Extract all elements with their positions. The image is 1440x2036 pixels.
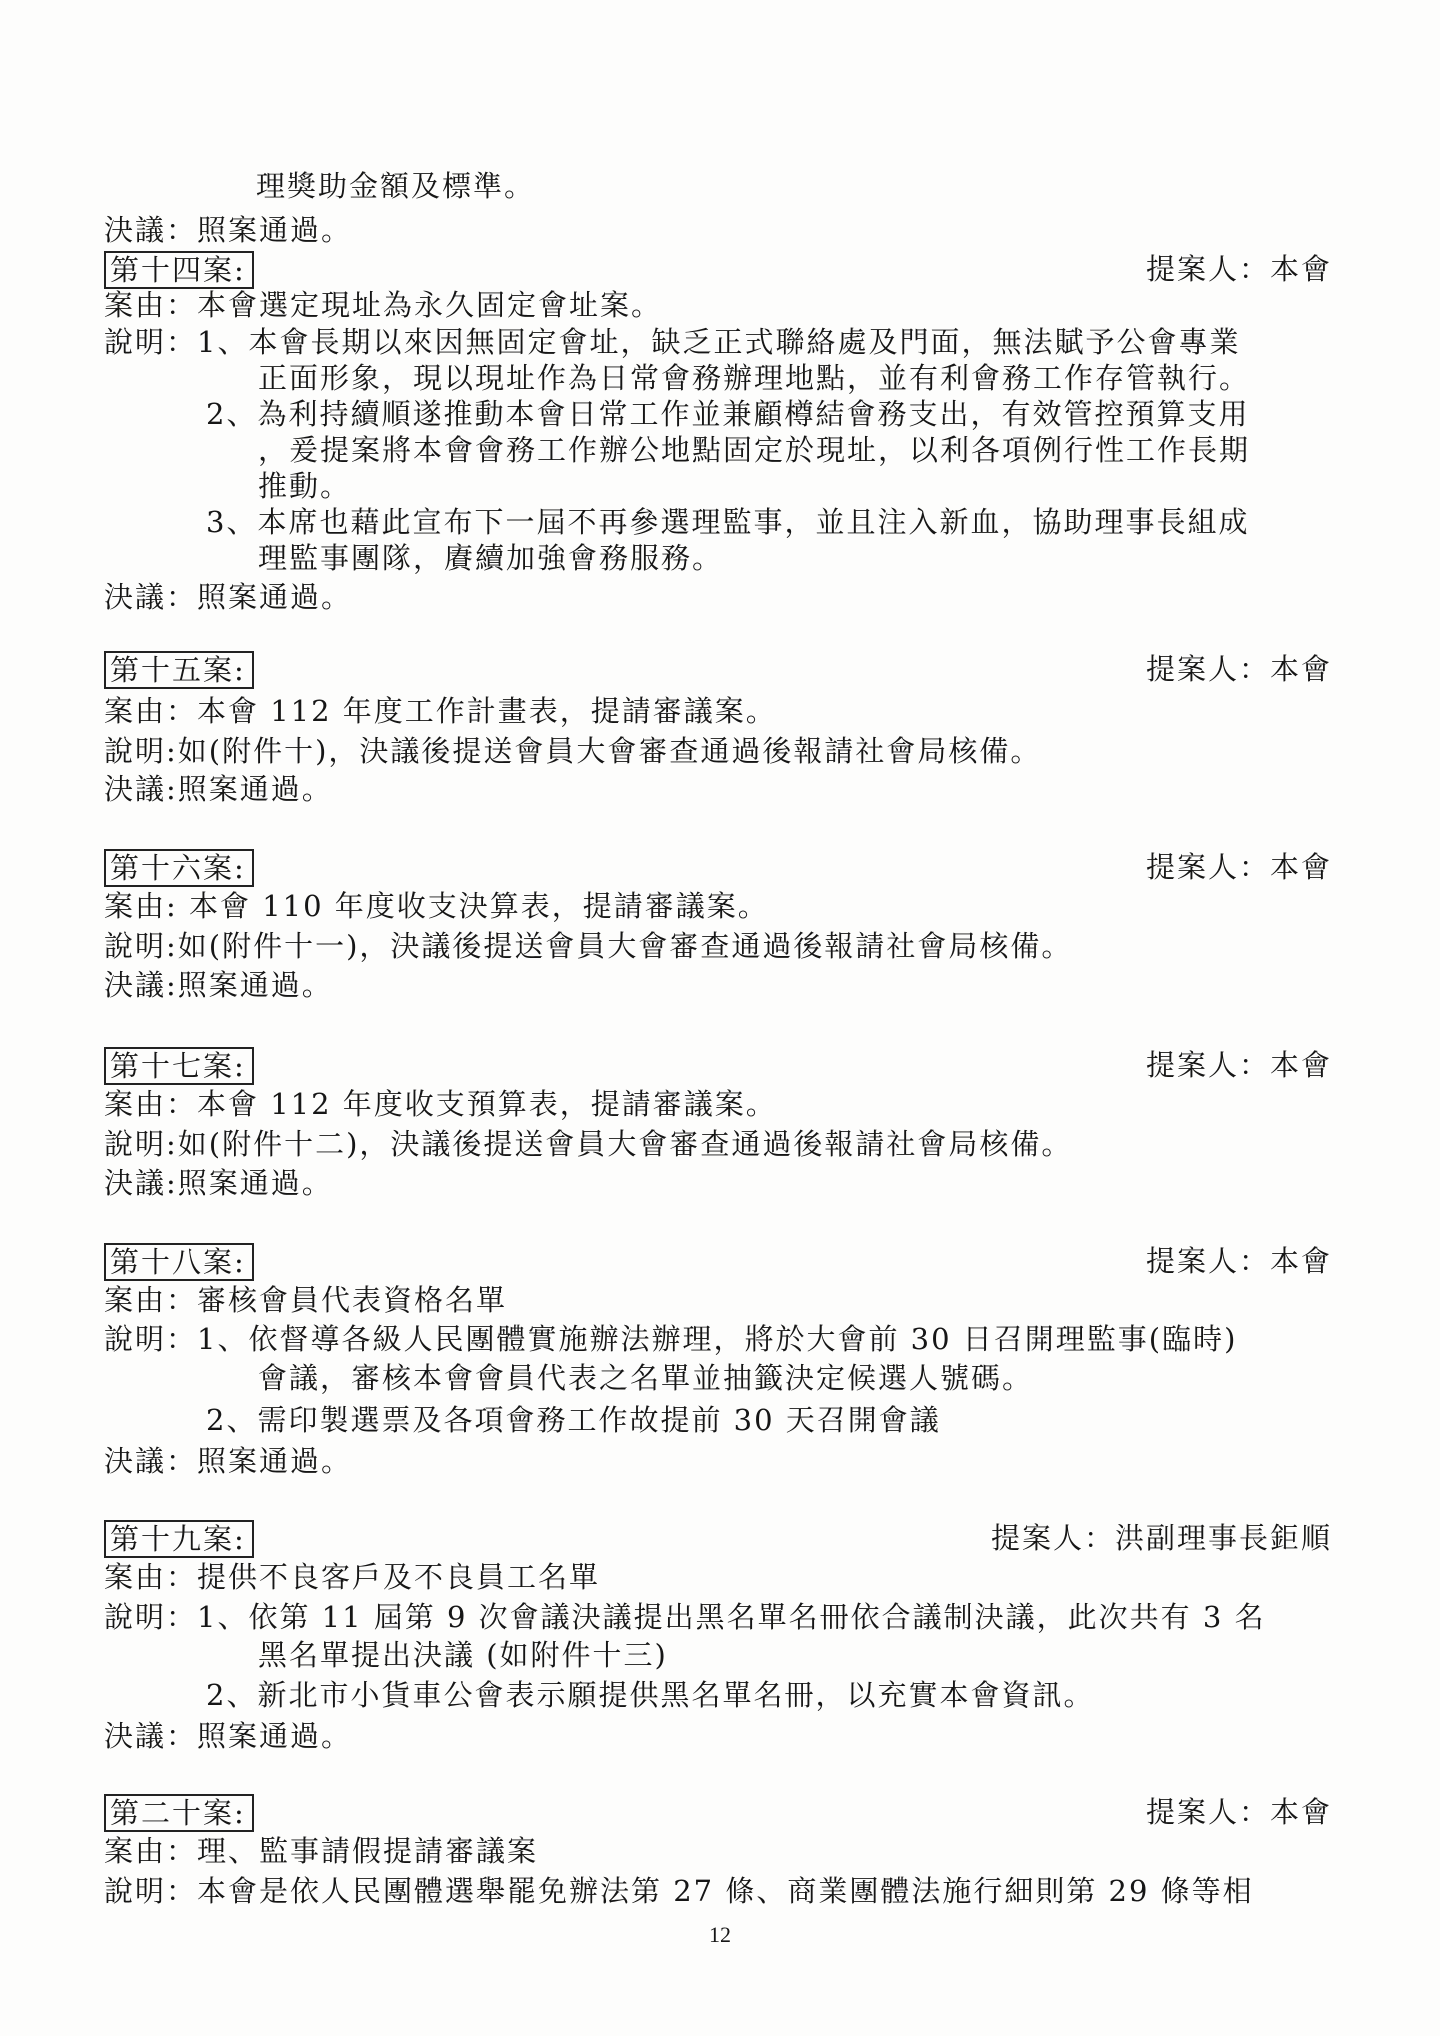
case-label-box: 第十八案: — [104, 1243, 254, 1281]
explanation-line: 黑名單提出決議 (如附件十三) — [258, 1638, 668, 1672]
proposer-line: 提案人：本會 — [1145, 1244, 1332, 1278]
explanation-line: ，爰提案將本會會務工作辦公地點固定於現址，以利各項例行性工作長期 — [258, 433, 1251, 467]
reason-line: 案由：本會 112 年度工作計畫表，提請審議案。 — [104, 694, 777, 728]
explanation-line: 說明:如(附件十)，決議後提送會員大會審查通過後報請社會局核備。 — [104, 734, 1042, 768]
explanation-line: 2、新北市小貨車公會表示願提供黑名單名冊，以充實本會資訊。 — [206, 1678, 1095, 1712]
case-label-box: 第十九案: — [104, 1520, 254, 1558]
explanation-line: 會議，審核本會會員代表之名單並抽籤決定候選人號碼。 — [258, 1361, 1034, 1395]
resolution-line: 決議：照案通過。 — [104, 1719, 353, 1753]
explanation-line: 3、本席也藉此宣布下一屆不再參選理監事，並且注入新血，協助理事長組成 — [206, 505, 1250, 539]
resolution-line: 決議：照案通過。 — [104, 213, 353, 247]
case-label-box: 第十五案: — [104, 651, 254, 689]
continuation-line: 理獎助金額及標準。 — [256, 169, 536, 203]
resolution-line: 決議:照案通過。 — [104, 1166, 333, 1200]
proposer-line: 提案人：本會 — [1145, 1048, 1332, 1082]
proposer-line: 提案人：本會 — [1145, 252, 1332, 286]
reason-line: 案由：本會 112 年度收支預算表，提請審議案。 — [104, 1087, 777, 1121]
reason-line: 案由：審核會員代表資格名單 — [104, 1283, 508, 1317]
explanation-line: 2、為利持續順遂推動本會日常工作並兼顧樽結會務支出，有效管控預算支用 — [206, 397, 1250, 431]
explanation-line: 2、需印製選票及各項會務工作故提前 30 天召開會議 — [206, 1403, 941, 1437]
explanation-line: 推動。 — [258, 469, 352, 503]
explanation-line: 理監事團隊，賡續加強會務服務。 — [258, 541, 724, 575]
case-label-box: 第十四案: — [104, 251, 254, 289]
resolution-line: 決議:照案通過。 — [104, 772, 333, 806]
reason-line: 案由：提供不良客戶及不良員工名單 — [104, 1560, 601, 1594]
resolution-line: 決議：照案通過。 — [104, 1444, 353, 1478]
explanation-line: 說明：本會是依人民團體選舉罷免辦法第 27 條、商業團體法施行細則第 29 條等相 — [104, 1874, 1254, 1908]
reason-line: 案由: 本會 110 年度收支決算表，提請審議案。 — [104, 889, 769, 923]
case-label-box: 第十七案: — [104, 1047, 254, 1085]
explanation-line: 說明:如(附件十二)，決議後提送會員大會審查通過後報請社會局核備。 — [104, 1127, 1073, 1161]
explanation-line: 說明:如(附件十一)，決議後提送會員大會審查通過後報請社會局核備。 — [104, 929, 1073, 963]
case-label-box: 第二十案: — [104, 1794, 254, 1832]
reason-line: 案由：本會選定現址為永久固定會址案。 — [104, 288, 663, 322]
explanation-line: 說明：1、依第 11 屆第 9 次會議決議提出黑名單名冊依合議制決議，此次共有 3 名 — [104, 1600, 1266, 1634]
reason-line: 案由：理、監事請假提請審議案 — [104, 1834, 539, 1868]
page-number: 12 — [709, 1922, 731, 1947]
explanation-line: 說明：1、本會長期以來因無固定會址，缺乏正式聯絡處及門面，無法賦予公會專業 — [104, 325, 1241, 359]
resolution-line: 決議:照案通過。 — [104, 968, 333, 1002]
explanation-line: 正面形象，現以現址作為日常會務辦理地點，並有利會務工作存管執行。 — [258, 361, 1251, 395]
proposer-line: 提案人：本會 — [1145, 850, 1332, 884]
resolution-line: 決議：照案通過。 — [104, 580, 353, 614]
proposer-line: 提案人：本會 — [1145, 1795, 1332, 1829]
explanation-line: 說明：1、依督導各級人民團體實施辦法辦理，將於大會前 30 日召開理監事(臨時) — [104, 1322, 1238, 1356]
proposer-line: 提案人：本會 — [1145, 652, 1332, 686]
case-label-box: 第十六案: — [104, 849, 254, 887]
proposer-line: 提案人：洪副理事長鉅順 — [990, 1521, 1332, 1555]
